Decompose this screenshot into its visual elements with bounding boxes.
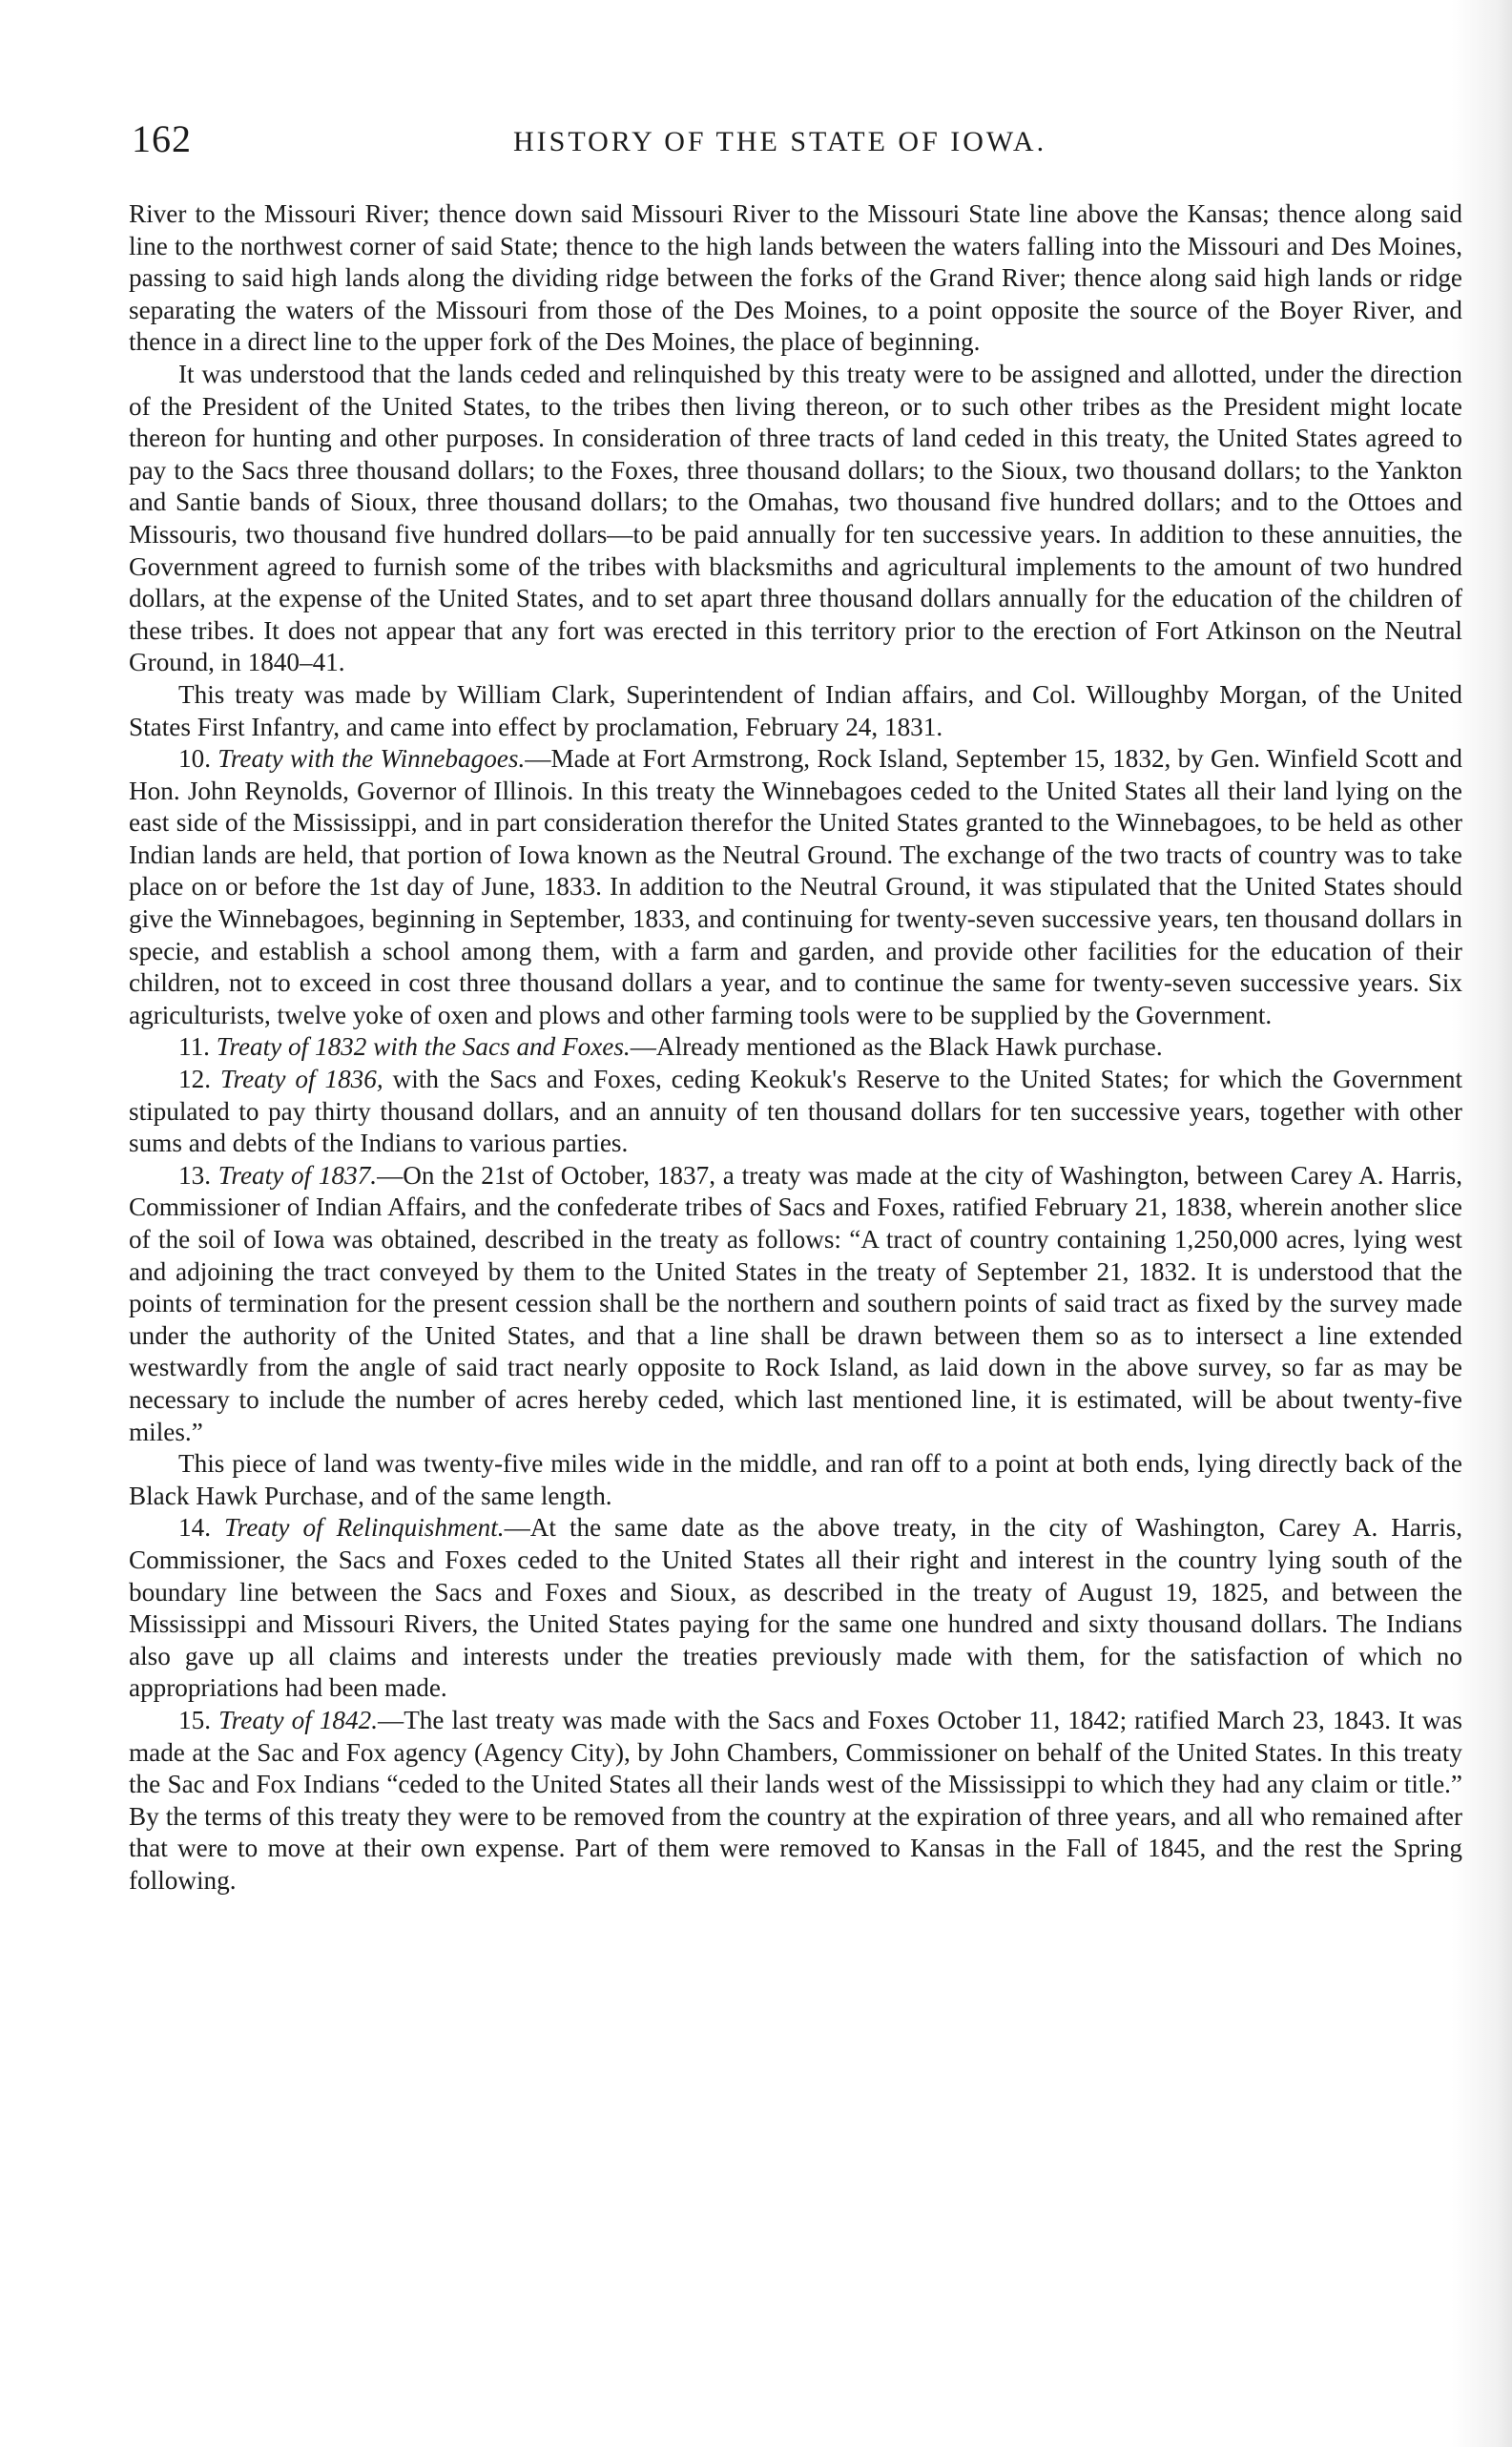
treaty-title: Treaty of Relinquishment. bbox=[224, 1513, 505, 1543]
paragraph-land-allotment: It was understood that the lands ceded and relinquished by this treaty were to be assigned and allotted, under the direction of the President of the United States, to the tribes then living thereon, or to such other tribes as the President might locate thereon for hunting and other purposes. In consideration of three tracts of land ceded in this treaty, the United States agreed to pay to the Sacs three thousand dollars; to the Foxes, three thousand dollars; to the Sioux, two thousand dollars; to the Yankton and Santie bands of Sioux, three thousand dollars; to the Omahas, two thousand five hundred dollars; and to the Ottoes and Missouris, two thousand five hundred dollars—to be paid annually for ten successive years. In addition to these annuities, the Government agreed to furnish some of the tribes with blacksmiths and agricultural implements to the amount of two hundred dollars, at the expense of the United States, and to set apart three thousand dollars annually for the education of the children of these tribes. It does not appear that any fort was erected in this territory prior to the erection of Fort Atkinson on the Neutral Ground, in 1840–41. bbox=[129, 359, 1462, 677]
treaty-title: Treaty of 1837. bbox=[217, 1160, 378, 1190]
treaty-title: Treaty of 1832 with the Sacs and Foxes. bbox=[216, 1032, 631, 1062]
page-number: 162 bbox=[132, 117, 192, 160]
treaty-title: Treaty with the Winnebagoes. bbox=[217, 744, 526, 774]
body-text bbox=[129, 198, 1462, 1897]
paragraph-treaty-13: 13. Treaty of 1837.—On the 21st of October, 1837, a treaty was made at the city of Washington, between Carey A. Harris, Commissioner of Indian Affairs, and the confederate tribes of Sacs and Foxes, ratified February 21, 1838, wherein another slice of the soil of Iowa was obtained, described in the treaty as follows: “A tract of country containing 1,250,000 acres, lying west and adjoining the tract conveyed by them to the United States in the treaty of September 21, 1832. It is understood that the points of termination for the present cession shall be the northern and southern points of said tract as fixed by the survey made under the authority of the United States, and that a line shall be drawn between them so as to intersect a line extended westwardly from the angle of said tract nearly opposite to Rock Island, as laid down in the above survey, so far as may be necessary to include the number of acres hereby ceded, which last mentioned line, it is estimated, will be about twenty-five miles.” bbox=[129, 1160, 1463, 1446]
paragraph-treaty-11: 11. Treaty of 1832 with the Sacs and Foxes.—Already mentioned as the Black Hawk purchase. bbox=[178, 1032, 1163, 1062]
paragraph-treaty-15: 15. Treaty of 1842.—The last treaty was made with the Sacs and Foxes October 11, 1842; ratified March 23, 1843. It was made at the Sac and Fox agency (Agency City), by John Chambers, Commissioner on behalf of the United States. In this treaty the Sac and Fox Indians “ceded to the United States all their lands west of the Mississippi to which they had any claim or title.” By the terms of this treaty they were to be removed from the country at the expiration of three years, and all who remained after that were to move at their own expense. Part of them were removed to Kansas in the Fall of 1845, and the rest the Spring following. bbox=[129, 1705, 1463, 1895]
page-header bbox=[132, 116, 1462, 164]
running-title: HISTORY OF THE STATE OF IOWA. bbox=[513, 126, 1047, 157]
paragraph-land-description: This piece of land was twenty-five miles wide in the middle, and ran off to a point at both ends, lying directly back of the Black Hawk Purchase, and of the same length. bbox=[129, 1449, 1462, 1510]
paragraph-treaty-10: 10. Treaty with the Winnebagoes.—Made at Fort Armstrong, Rock Island, September 15, 1832, by Gen. Winfield Scott and Hon. John Reynolds, Governor of Illinois. In this treaty the Winnebagoes ceded to the United States all their land lying on the east side of the Mississippi, and in part consideration therefor the United States granted to the Winnebagoes, to be held as other Indian lands are held, that portion of Iowa known as the Neutral Ground. The exchange of the two tracts of country was to take place on or before the 1st day of June, 1833. In addition to the Neutral Ground, it was stipulated that the United States should give the Winnebagoes, beginning in September, 1833, and continuing for twenty-seven successive years, ten thousand dollars in specie, and establish a school among them, with a farm and garden, and provide other facilities for the education of their children, not to exceed in cost three thousand dollars a year, and to continue the same for twenty-seven successive years. Six agriculturists, twelve yoke of oxen and plows and other farming tools were to be supplied by the Government. bbox=[129, 744, 1463, 1029]
paragraph-treaty-14: 14. Treaty of Relinquishment.—At the same date as the above treaty, in the city of Washington, Carey A. Harris, Commissioner, the Sacs and Foxes ceded to the United States all their right and interest in the country lying south of the boundary line between the Sacs and Foxes and Sioux, as described in the treaty of August 19, 1825, and between the Mississippi and Missouri Rivers, the United States paying for the same one hundred and sixty thousand dollars. The Indians also gave up all claims and interests under the treaties previously made with them, for the satisfaction of which no appropriations had been made. bbox=[129, 1513, 1462, 1703]
paragraph-boundary-continuation: River to the Missouri River; thence down said Missouri River to the Missouri State line above the Kansas; thence along said line to the northwest corner of said State; thence to the high lands between the waters falling into the Missouri and Des Moines, passing to said high lands along the dividing ridge between the forks of the Grand River; thence along said high lands or ridge separating the waters of the Missouri from those of the Des Moines, to a point opposite the source of the Boyer River, and thence in a direct line to the upper fork of the Des Moines, the place of beginning. bbox=[129, 199, 1462, 357]
paragraph-treaty-signatories: This treaty was made by William Clark, Superintendent of Indian affairs, and Col. Willoughby Morgan, of the United States First Infantry, and came into effect by proclamation, February 24, 1831. bbox=[129, 679, 1462, 741]
paragraph-treaty-12: 12. Treaty of 1836, with the Sacs and Foxes, ceding Keokuk's Reserve to the United States; for which the Government stipulated to pay thirty thousand dollars, and an annuity of ten thousand dollars for ten successive years, together with other sums and debts of the Indians to various parties. bbox=[129, 1065, 1463, 1158]
treaty-title: Treaty of 1842. bbox=[218, 1705, 378, 1734]
treaty-title: Treaty of 1836, bbox=[219, 1065, 383, 1094]
